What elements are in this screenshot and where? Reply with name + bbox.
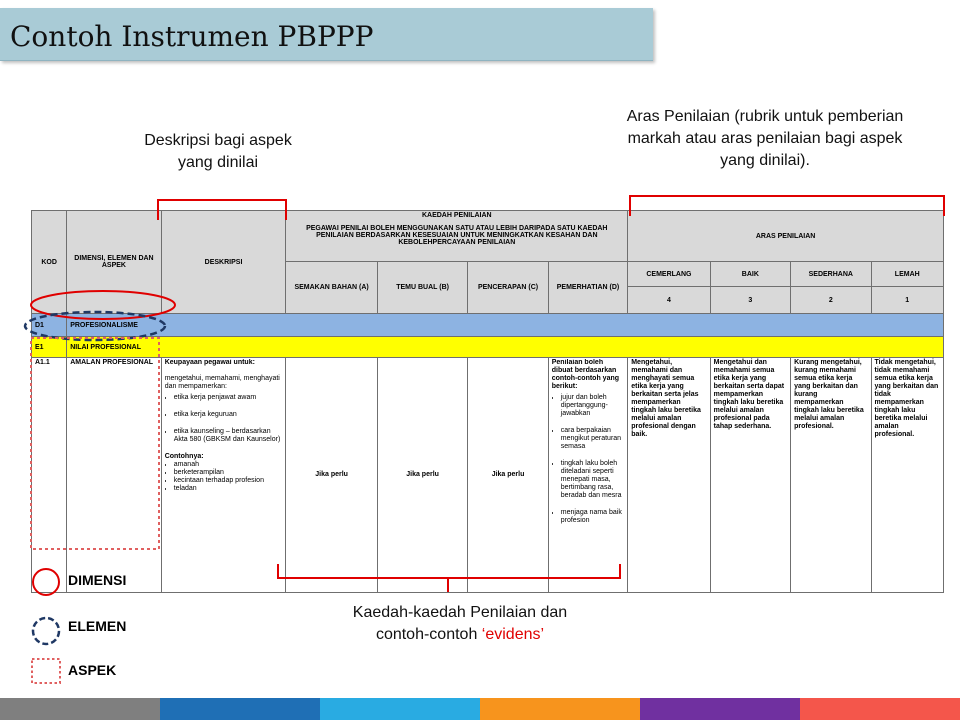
contoh-label: Contohnya:: [164, 453, 204, 460]
method-b-cell: Jika perlu: [377, 358, 467, 593]
desc-item: • etika kerja keguruan: [174, 411, 283, 419]
footer-segment-red: [800, 698, 960, 720]
header-method-b: TEMU BUAL (B): [377, 262, 467, 314]
e1-label: NILAI PROFESIONAL: [67, 337, 944, 358]
method-d-intro: Penilaian boleh dibuat berdasarkan contoh-contoh yang berikut:: [551, 359, 620, 390]
legend-elemen: ELEMEN: [68, 618, 127, 634]
aspek-dotted-box: [31, 338, 159, 549]
level-1-desc: Tidak mengetahui, tidak memahami semua etika kerja yang berkaitan dan tidak mempamerkan tingkah laku beretika melalui amalan profesional.: [871, 358, 944, 593]
d1-label: PROFESIONALISME: [67, 314, 944, 337]
header-aras: ARAS PENILAIAN: [628, 211, 944, 262]
method-c-cell: Jika perlu: [468, 358, 548, 593]
contoh-item: • berketerampilan: [174, 469, 283, 477]
a11-kod: A1.1: [32, 358, 67, 593]
footer-segment-purple: [640, 698, 800, 720]
header-level-sederhana: SEDERHANA: [791, 262, 871, 287]
header-score-4: 4: [628, 287, 710, 314]
method-d-item: • cara berpakaian mengikut peraturan semasa: [561, 427, 624, 451]
header-score-2: 2: [791, 287, 871, 314]
callout-aras-line2: markah atau aras penilaian bagi aspek: [627, 130, 903, 147]
elemen-ellipse: [25, 312, 165, 340]
header-score-1: 1: [871, 287, 944, 314]
kaedah-brace: [278, 564, 620, 592]
contoh-item: • teladan: [174, 485, 283, 493]
header-method-c: PENCERAPAN (C): [468, 262, 548, 314]
header-score-3: 3: [710, 287, 790, 314]
slide-title: Contoh Instrumen PBPPP: [10, 20, 374, 53]
contoh-item: • kecintaan terhadap profesion: [174, 477, 283, 485]
e1-kod: E1: [32, 337, 67, 358]
d1-kod: D1: [32, 314, 67, 337]
method-a-cell: Jika perlu: [286, 358, 377, 593]
callout-kaedah-evidens: ‘evidens’: [481, 626, 545, 643]
callout-kaedah-line1: Kaedah-kaedah Penilaian dan: [352, 604, 568, 621]
header-level-baik: BAIK: [710, 262, 790, 287]
method-d-item: • jujur dan boleh dipertanggung-jawabkan: [561, 394, 624, 418]
footer-segment-orange: [480, 698, 640, 720]
desc-intro: mengetahui, memahami, menghayati dan mempamerkan:: [164, 375, 280, 390]
callout-aras-line3: yang dinilai).: [720, 152, 810, 169]
level-4-desc: Mengetahui, memahami dan menghayati semua etika kerja yang berkaitan serta jelas mempamerkan tingkah laku beretika melalui amalan profesional dengan baik.: [628, 358, 710, 593]
level-2-desc: Kurang mengetahui, kurang memahami semua etika kerja yang berkaitan dan kurang mempamerkan tingkah laku beretika melalui amalan profesional.: [791, 358, 871, 593]
desc-title: Keupayaan pegawai untuk:: [164, 359, 255, 366]
elemen-legend-icon: [30, 614, 62, 648]
level-3-desc: Mengetahui dan memahami semua etika kerja yang berkaitan serta dapat mempamerkan tingkah laku beretika melalui amalan profesional pada tahap sederhana.: [710, 358, 790, 593]
legend-dimensi: DIMENSI: [68, 572, 127, 588]
desc-item: • etika kaunseling – berdasarkan Akta 580 (GBKSM dan Kaunselor): [174, 428, 283, 444]
footer-segment-blue: [160, 698, 320, 720]
header-dimensi: DIMENSI, ELEMEN DAN ASPEK: [67, 211, 162, 314]
method-d-item: • tingkah laku boleh diteladani seperti menepati masa, bertimbang rasa, beradab dan mesra: [561, 460, 624, 500]
desc-item: • etika kerja penjawat awam: [174, 394, 283, 402]
header-method-a: SEMAKAN BAHAN (A): [286, 262, 377, 314]
header-kaedah-title: KAEDAH PENILAIAN: [421, 212, 492, 219]
callout-aras-line1: Aras Penilaian (rubrik untuk pemberian: [626, 108, 904, 125]
aras-brace: [630, 196, 944, 216]
footer-segment-gray: [0, 698, 160, 720]
callout-deskripsi-line1: Deskripsi bagi aspek: [144, 132, 292, 149]
legend-aspek: ASPEK: [68, 662, 117, 678]
deskripsi-brace: [158, 200, 286, 220]
header-level-lemah: LEMAH: [871, 262, 944, 287]
header-level-cemerlang: CEMERLANG: [628, 262, 710, 287]
contoh-item: • amanah: [174, 461, 283, 469]
header-method-d: PEMERHATIAN (D): [548, 262, 627, 314]
dimensi-legend-icon: [30, 566, 62, 598]
header-kod: KOD: [32, 211, 67, 314]
callout-kaedah-prefix: contoh-contoh: [375, 626, 482, 643]
callout-deskripsi-line2: yang dinilai: [177, 154, 259, 171]
header-kaedah-desc: PEGAWAI PENILAI BOLEH MENGGUNAKAN SATU ATAU LEBIH DARIPADA SATU KAEDAH PENILAIAN BERDASARKAN KESESUAIAN UNTUK MENINGKATKAN KESAHAN DAN KEBOLEHPERCAYAAN PENILAIAN: [306, 225, 608, 246]
a11-label: AMALAN PROFESIONAL: [67, 358, 162, 593]
method-d-item: • menjaga nama baik profesion: [561, 509, 624, 525]
aspek-legend-icon: [30, 656, 64, 688]
footer-segment-lightblue: [320, 698, 480, 720]
header-deskripsi: DESKRIPSI: [161, 211, 286, 314]
